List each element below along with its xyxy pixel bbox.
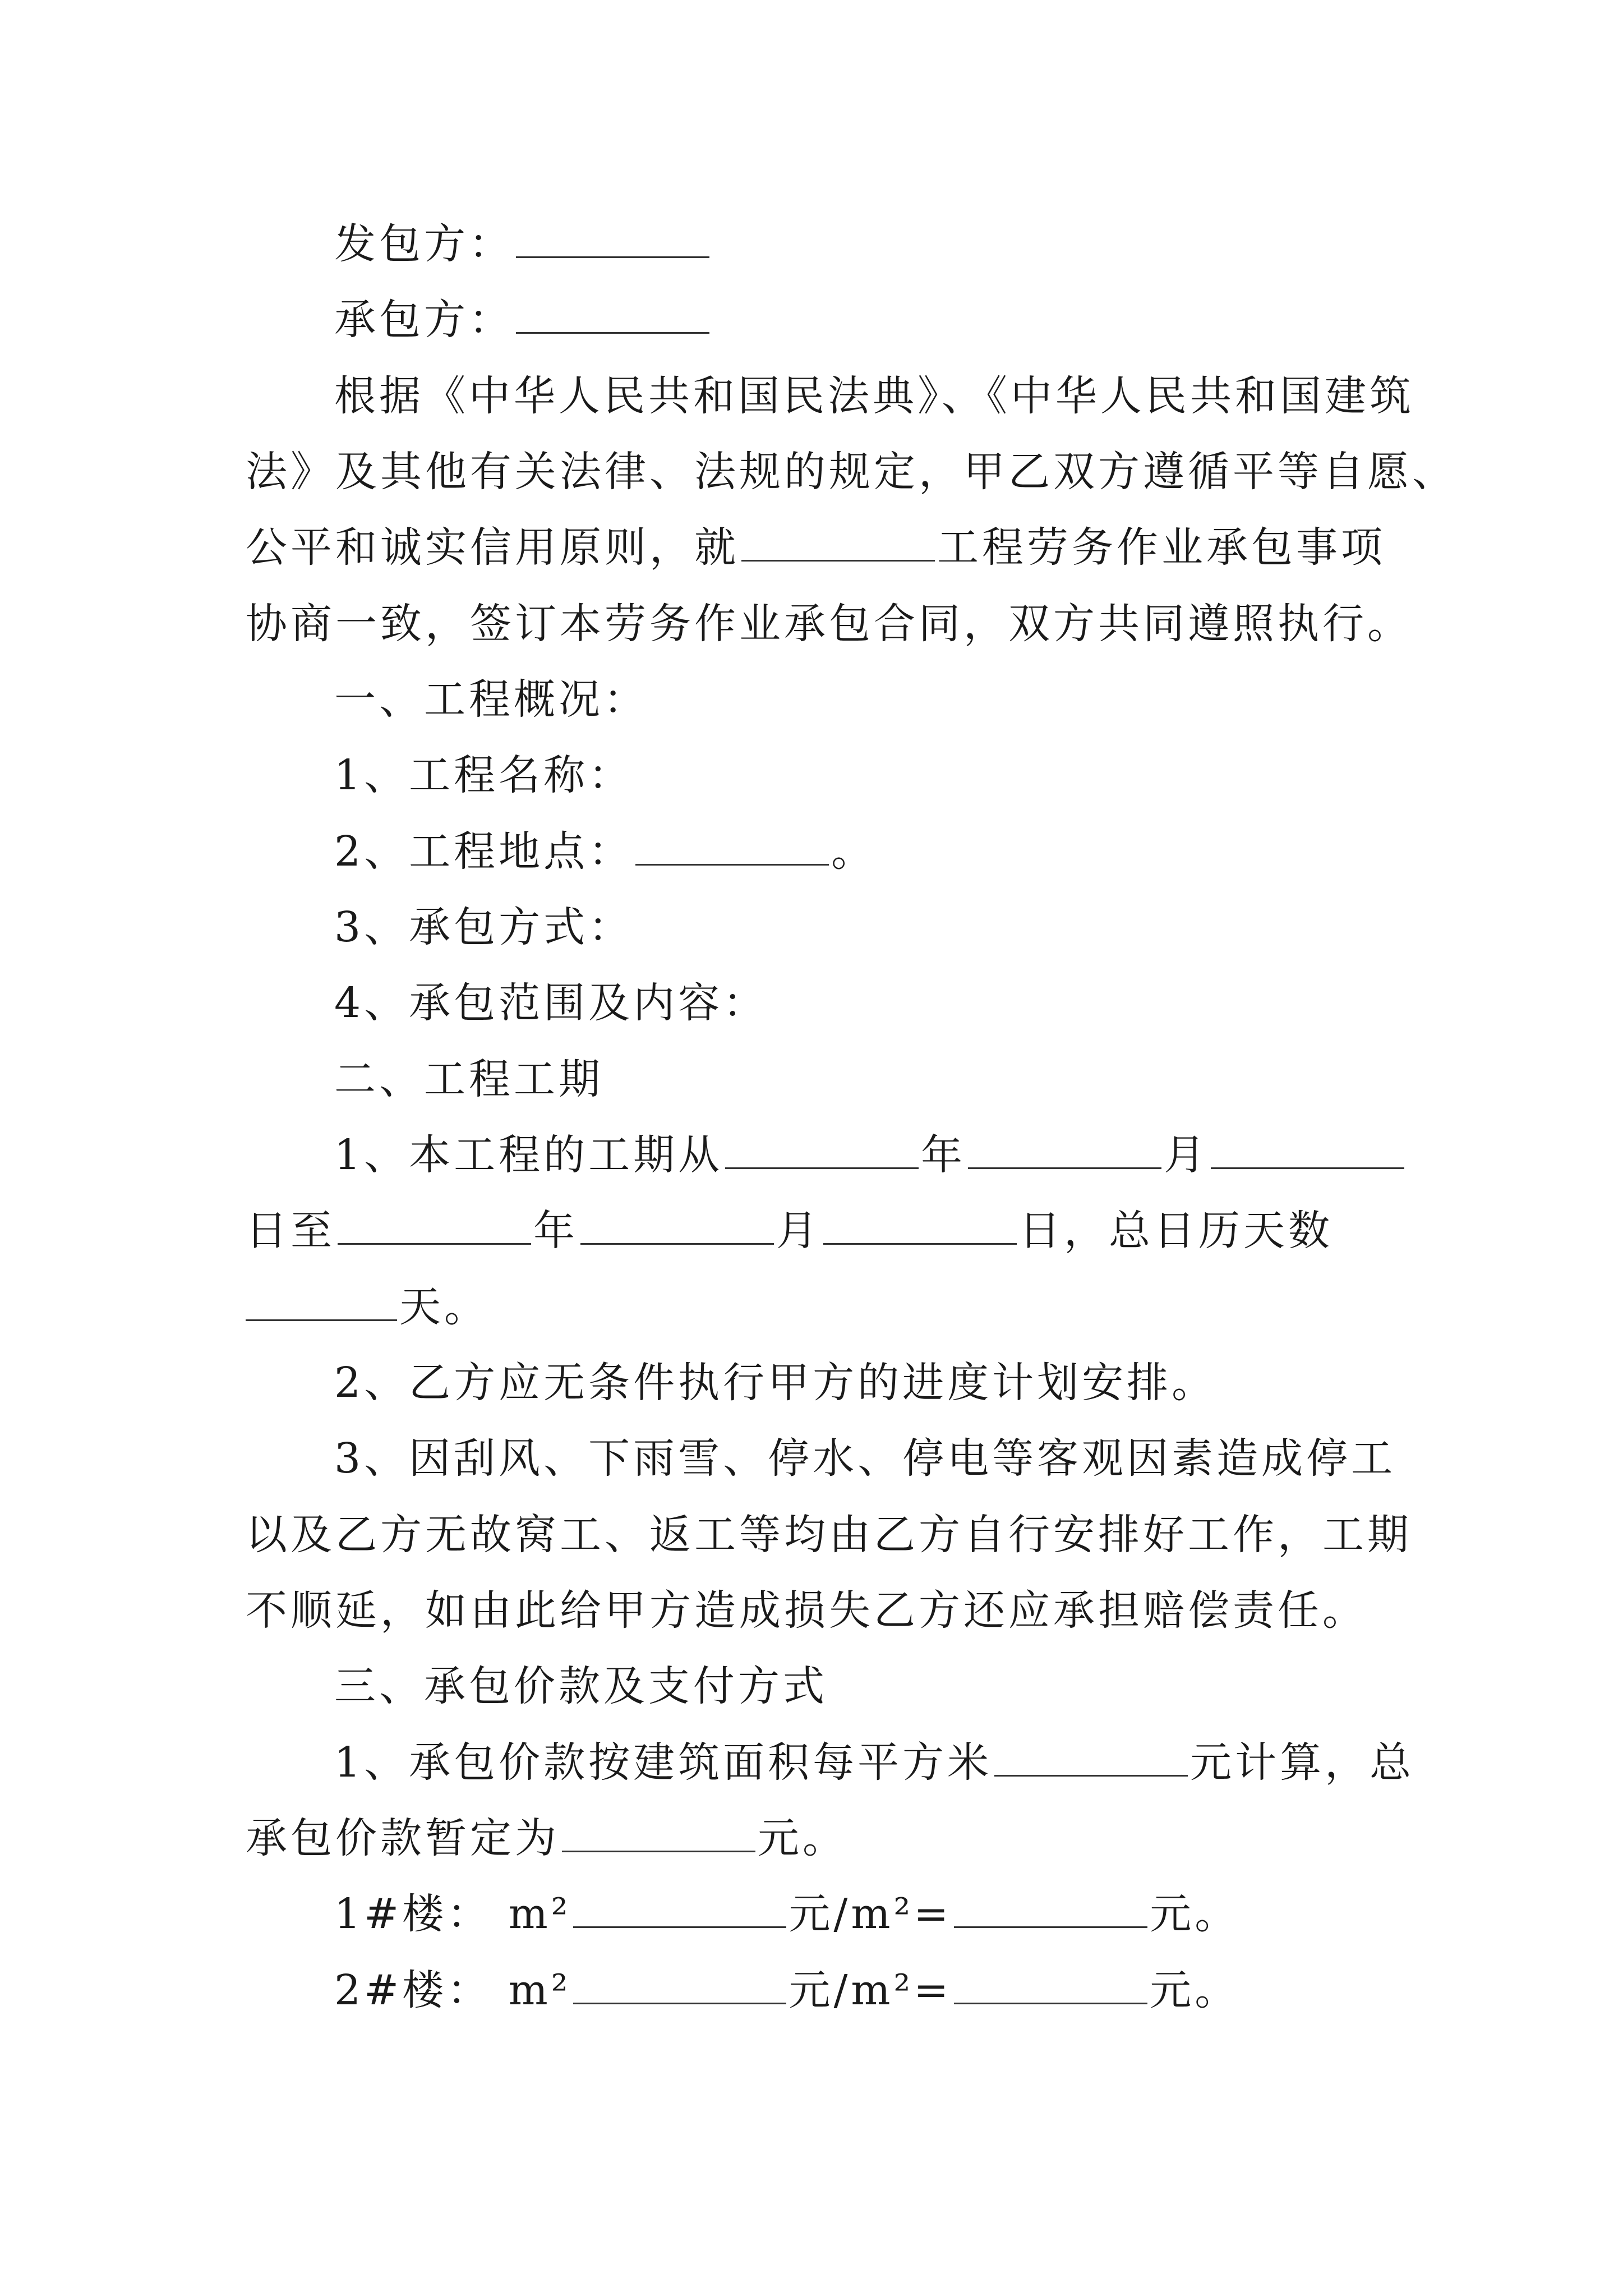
preamble-line-4 — [246, 596, 1412, 652]
preamble-text: 公平和诚实信用原则，就 — [246, 523, 739, 572]
clause-text: 不顺延，如由此给甲方造成损失乙方还应承担赔偿责任。 — [246, 1586, 1367, 1635]
clause-line — [246, 975, 1473, 1031]
clause-text: 3、因刮风、下雨雪、停水、停电等客观因素造成停工 — [334, 1434, 1396, 1483]
price-line-1 — [246, 1734, 1473, 1791]
party-a-label: 发包方： — [334, 220, 514, 268]
section-heading — [246, 1051, 1473, 1107]
clause-line — [246, 1507, 1412, 1563]
building-1-area-blank — [573, 1892, 786, 1928]
clause-text: 以及乙方无故窝工、返工等均由乙方自行安排好工作，工期 — [246, 1511, 1412, 1559]
price-text: 1、承包价款按建筑面积每平方米 — [334, 1738, 993, 1787]
section-heading — [246, 671, 1473, 728]
schedule-line-1 — [246, 1127, 1473, 1183]
start-year-blank — [725, 1133, 919, 1169]
period-mark: 。 — [831, 827, 877, 876]
start-month-blank — [968, 1133, 1161, 1169]
building-1-total-blank — [954, 1892, 1147, 1928]
clause-line — [246, 747, 1473, 803]
end-day-blank — [823, 1208, 1017, 1245]
building-2-price-line — [246, 1962, 1473, 2018]
section-1-heading: 一、工程概况： — [334, 675, 648, 724]
schedule-text: 日至 — [246, 1207, 335, 1255]
section-3-heading: 三、承包价款及支付方式 — [334, 1662, 828, 1710]
preamble-text: 法》及其他有关法律、法规的规定，甲乙双方遵循平等自愿、 — [246, 448, 1457, 496]
preamble-text: 根据《中华人民共和国民法典》、《中华人民共和国建筑 — [334, 372, 1414, 420]
section-2-heading: 二、工程工期 — [334, 1055, 603, 1103]
building-2-area-blank — [573, 1968, 786, 2004]
building-label: 2#楼： m² — [334, 1966, 571, 2014]
clause-line — [246, 1582, 1384, 1639]
clause-line — [246, 823, 1473, 880]
month-label: 月 — [1164, 1131, 1209, 1179]
price-text: 承包价款暂定为 — [246, 1814, 560, 1862]
project-name-label: 1、工程名称： — [334, 751, 634, 799]
preamble-text: 工程劳务作业承包事项 — [937, 523, 1386, 572]
contract-party-a-line — [246, 216, 1473, 272]
end-month-blank — [580, 1208, 774, 1245]
contract-scope-label: 4、承包范围及内容： — [334, 979, 768, 1027]
project-location-blank — [635, 829, 829, 866]
currency-label: 元。 — [1150, 1966, 1240, 2014]
building-1-price-line — [246, 1886, 1473, 1942]
year-label: 年 — [921, 1131, 966, 1179]
clause-line — [246, 899, 1473, 955]
preamble-line-1 — [246, 368, 1473, 424]
start-day-blank — [1211, 1133, 1404, 1169]
clause-line — [246, 1355, 1473, 1411]
project-name-blank — [741, 525, 935, 562]
preamble-line-2 — [246, 444, 1457, 500]
total-price-blank — [562, 1816, 755, 1852]
unit-label: 元/m²= — [789, 1966, 952, 2014]
party-a-blank — [516, 222, 709, 258]
schedule-text: 1、本工程的工期从 — [334, 1131, 723, 1179]
schedule-text: 日，总日历天数 — [1019, 1207, 1333, 1255]
year-label: 年 — [533, 1207, 578, 1255]
building-label: 1#楼： m² — [334, 1890, 571, 1938]
schedule-line-2 — [246, 1203, 1384, 1259]
schedule-text: 天。 — [399, 1283, 489, 1331]
price-line-2 — [246, 1810, 1384, 1866]
unit-price-blank — [994, 1740, 1188, 1777]
unit-label: 元/m²= — [789, 1890, 952, 1938]
building-2-total-blank — [954, 1968, 1147, 2004]
total-days-blank — [246, 1285, 397, 1321]
section-heading — [246, 1658, 1473, 1714]
end-year-blank — [338, 1208, 531, 1245]
party-b-label: 承包方： — [334, 296, 514, 344]
preamble-line-3 — [246, 519, 1384, 576]
contract-party-b-line — [246, 292, 1473, 348]
currency-label: 元。 — [1150, 1890, 1240, 1938]
price-text: 元。 — [758, 1814, 847, 1862]
month-label: 月 — [776, 1207, 821, 1255]
preamble-text: 协商一致，签订本劳务作业承包合同，双方共同遵照执行。 — [246, 600, 1412, 648]
clause-text: 2、乙方应无条件执行甲方的进度计划安排。 — [334, 1359, 1217, 1407]
project-location-label: 2、工程地点： — [334, 827, 634, 876]
contract-method-label: 3、承包方式： — [334, 903, 634, 951]
schedule-line-3 — [246, 1279, 1384, 1335]
price-text: 元计算，总 — [1190, 1738, 1415, 1787]
party-b-blank — [516, 297, 709, 334]
clause-line — [246, 1430, 1473, 1487]
